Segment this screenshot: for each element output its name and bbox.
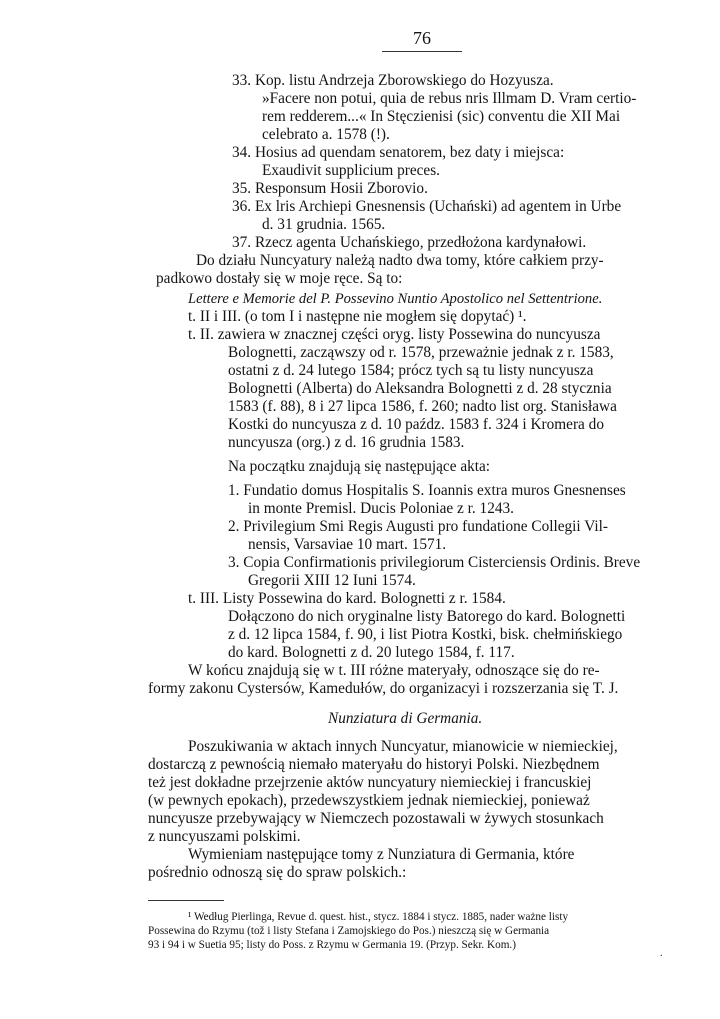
germania-par-line: (w pewnych epokach), przedewszystkiem jednak niemieckiej, ponieważ bbox=[148, 792, 590, 809]
item-34-line: 34. Hosius ad quendam senatorem, bez daty i miejsca: bbox=[232, 144, 565, 161]
tom2-line: Bolognetti, zacząwszy od r. 1578, przeważnie jednak z r. 1583, bbox=[228, 344, 614, 361]
tom3-line: formy zakonu Cystersów, Kamedułów, do organizacyi i rozszerzania się T. J. bbox=[148, 680, 619, 697]
germania-par-line: nuncyusze przebywający w Niemczech pozostawali w żywych stosunkach bbox=[148, 810, 604, 827]
item-36-line: 36. Ex lris Archiepi Gnesnensis (Uchański) ad agentem in Urbe bbox=[232, 198, 622, 215]
tom2-line: Bolognetti (Alberta) do Aleksandra Bolognetti z d. 28 stycznia bbox=[228, 380, 612, 397]
tom2-line: t. II. zawiera w znacznej części oryg. listy Possewina do nuncyusza bbox=[188, 326, 601, 343]
act-line: in monte Premisl. Ducis Poloniae z r. 1243. bbox=[248, 500, 514, 517]
item-36-line: d. 31 grudnia. 1565. bbox=[262, 216, 386, 233]
act-line: 3. Copia Confirmationis privilegiorum Cisterciensis Ordinis. Breve bbox=[228, 554, 641, 571]
germania-par-line: z nuncyuszami polskimi. bbox=[148, 828, 301, 845]
nuncyatura-intro-line: Do działu Nuncyatury należą nadto dwa tomy, które całkiem przy- bbox=[196, 252, 604, 269]
item-37-line: 37. Rzecz agenta Uchańskiego, przedłożona kardynałowi. bbox=[232, 234, 587, 251]
act-line: nensis, Varsaviae 10 mart. 1571. bbox=[248, 536, 447, 553]
tom3-line: W końcu znajdują się w t. III różne materyały, odnoszące się do re- bbox=[188, 662, 600, 679]
item-33-line: 33. Kop. listu Andrzeja Zborowskiego do Hozyusza. bbox=[232, 72, 554, 89]
corner-mark: . bbox=[660, 948, 663, 959]
tom2-line: nuncyusza (org.) z d. 16 grudnia 1583. bbox=[228, 434, 465, 451]
tom3-line: Dołączono do nich oryginalne listy Batorego do kard. Bolognetti bbox=[228, 608, 626, 625]
item-33-line: rem redderem...« In Stęczienisi (sic) conventu die XII Mai bbox=[262, 108, 621, 125]
section-heading: Nunziatura di Germania. bbox=[328, 710, 483, 727]
footnote-rule bbox=[148, 900, 224, 901]
germania-par-line: też jest dokładne przejrzenie aktów nuncyatury niemieckiej i francuskiej bbox=[148, 774, 592, 791]
tom3-line: z d. 12 lipca 1584, f. 90, i list Piotra Kostki, bisk. chełmińskiego bbox=[228, 626, 623, 643]
footnote-line: ¹ Według Pierlinga, Revue d. quest. hist., stycz. 1884 i stycz. 1885, nader ważne listy bbox=[188, 911, 569, 923]
tom2-line: ostatni z d. 24 lutego 1584; prócz tych są tu listy nuncyusza bbox=[228, 362, 594, 379]
germania-par-line: Poszukiwania w aktach innych Nuncyatur, mianowicie w niemieckiej, bbox=[188, 738, 618, 755]
act-line: 1. Fundatio domus Hospitalis S. Ioannis extra muros Gnesnenses bbox=[228, 482, 626, 499]
item-33-line: celebrato a. 1578 (!). bbox=[262, 126, 390, 143]
item-33-line: »Facere non potui, quia de rebus nris Illmam D. Vram certio- bbox=[262, 90, 637, 107]
item-35-line: 35. Responsum Hosii Zborovio. bbox=[232, 180, 428, 197]
acts-intro: Na początku znajdują się następujące akta: bbox=[228, 458, 491, 475]
footnote-line: 93 i 94 i w Suetia 95; listy do Poss. z Rzymu w Germania 19. (Przyp. Sekr. Kom.) bbox=[148, 939, 516, 951]
tom3-line: t. III. Listy Possewina do kard. Bolognetti z r. 1584. bbox=[188, 590, 506, 607]
germania-par-line: dostarczą z pewnością niemało materyału do historyi Polski. Niezbędnem bbox=[148, 756, 600, 773]
act-line: 2. Privilegium Smi Regis Augusti pro fundatione Collegii Vil- bbox=[228, 518, 608, 535]
nuncyatura-intro-line: padkowo dostały się w moje ręce. Są to: bbox=[156, 270, 403, 287]
item-34-line: Exaudivit supplicium preces. bbox=[262, 162, 440, 179]
tom2-line: Kostki do nuncyusza z d. 10 paźdz. 1583 f. 324 i Kromera do bbox=[228, 416, 604, 433]
footnote-line: Possewina do Rzymu (tož i listy Stefana i Zamojskiego do Pos.) nieszczą się w Germania bbox=[148, 925, 550, 937]
act-line: Gregorii XIII 12 Iuni 1574. bbox=[248, 572, 416, 589]
tom3-line: do kard. Bolognetti z d. 20 lutego 1584, f. 117. bbox=[228, 644, 515, 661]
tomes-line: t. II i III. (o tom I i następne nie mogłem się dopytać) ¹. bbox=[188, 308, 527, 325]
tom2-line: 1583 (f. 88), 8 i 27 lipca 1586, f. 260; nadto list org. Stanisława bbox=[228, 398, 617, 415]
germania-par-line: Wymieniam następujące tomy z Nunziatura di Germania, które bbox=[188, 846, 575, 863]
germania-par-line: pośrednio odnoszą się do spraw polskich.: bbox=[148, 864, 407, 881]
page-number: 76 bbox=[382, 28, 462, 52]
lettere-title: Lettere e Memorie del P. Possevino Nuntio Apostolico nel Settentrione. bbox=[188, 291, 603, 307]
